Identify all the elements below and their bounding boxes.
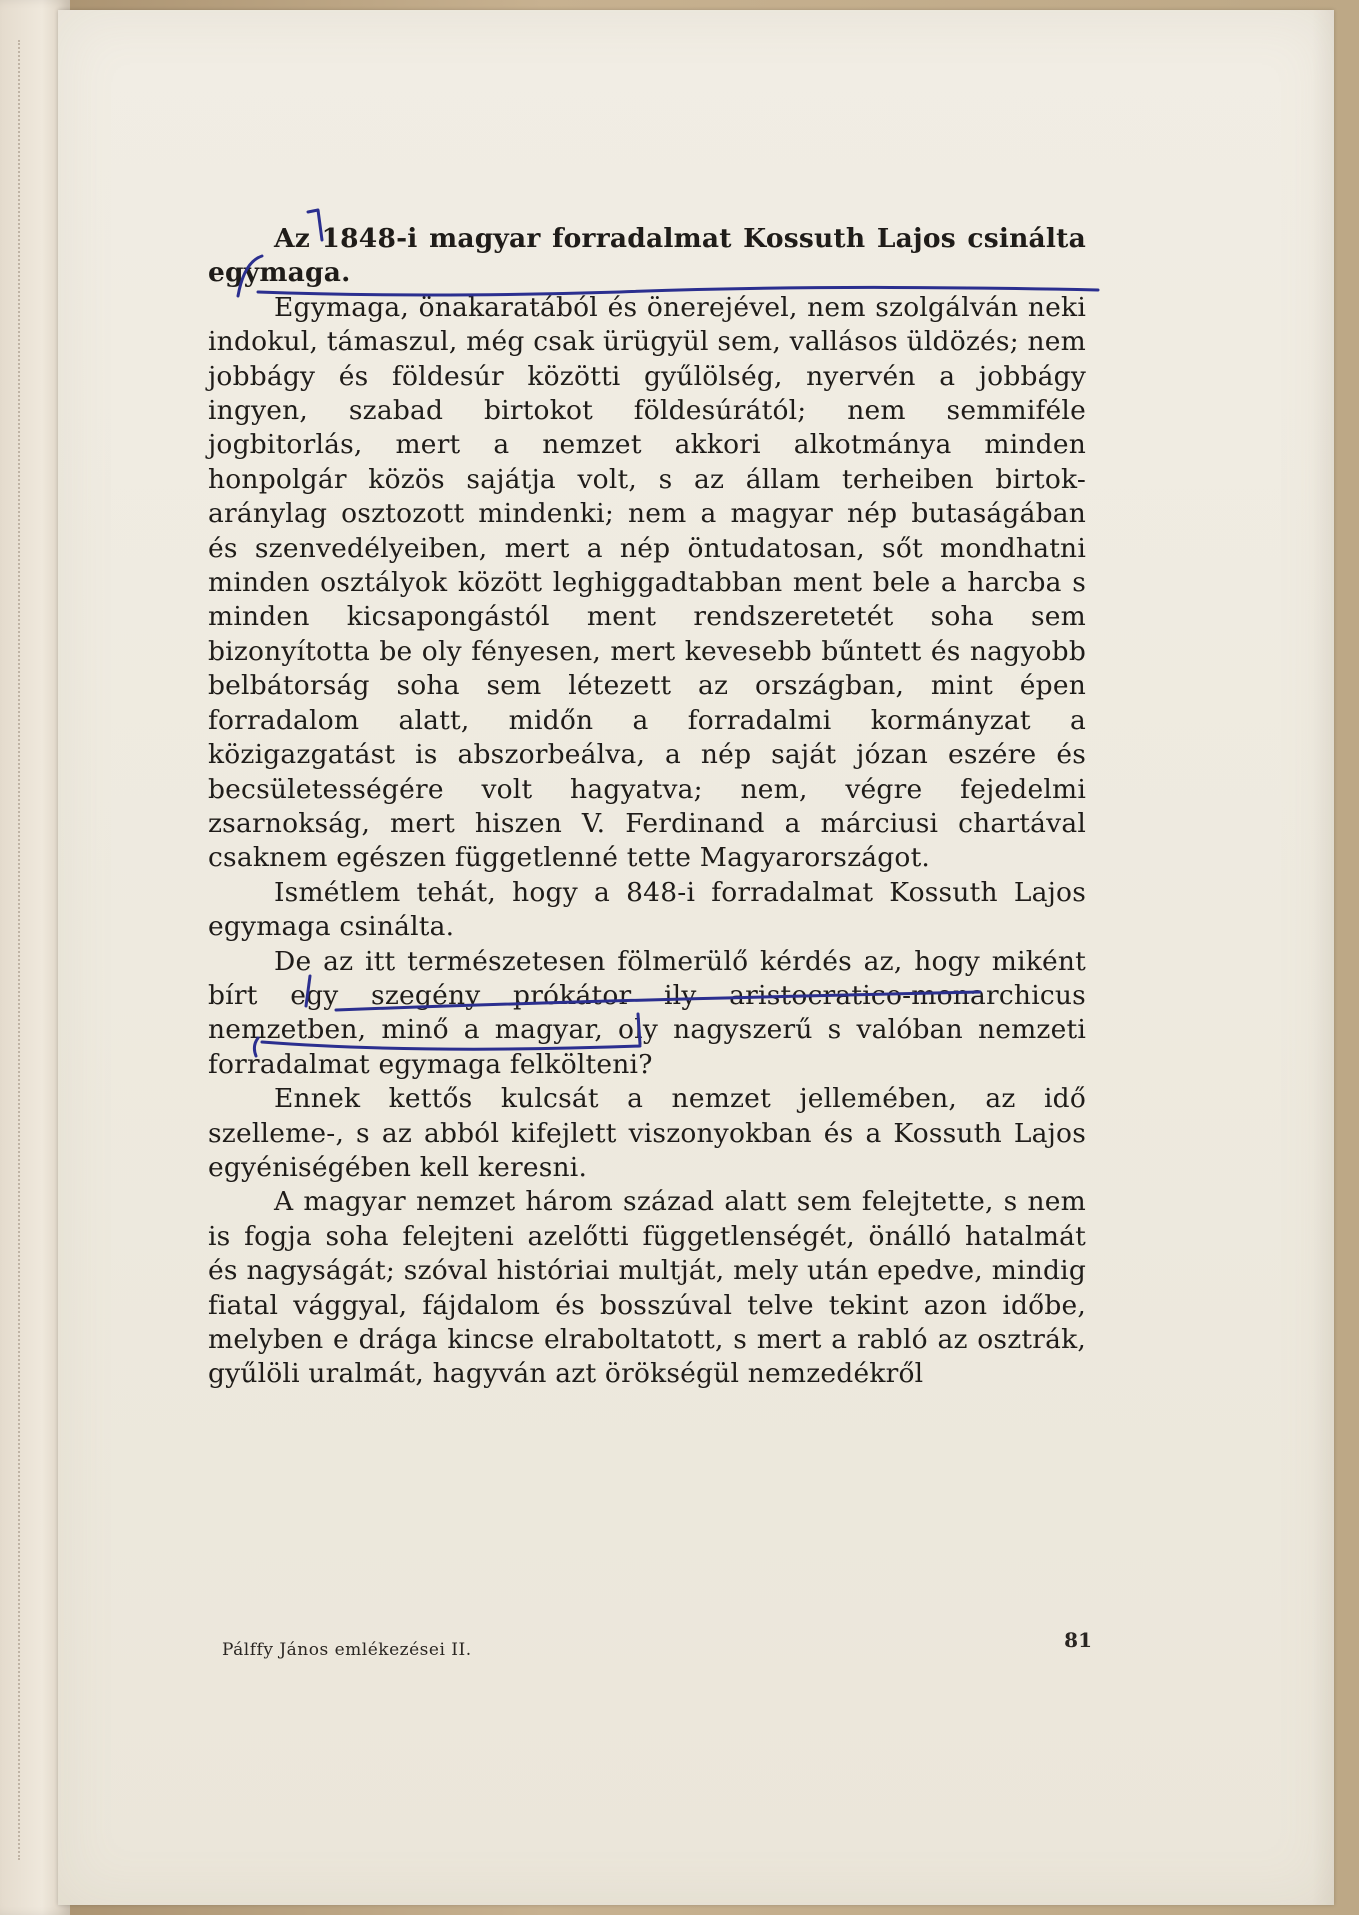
paragraph: Ennek kettős kulcsát a nemzet jellemében, az idő szelleme-, s az abból kifejlett viszonyokban és a Kossuth Lajos egyéniségében kell keresni.	[208, 1083, 1086, 1183]
paragraph: De az itt természetesen fölmerülő kérdés az, hogy miként bírt egy szegény prókátor ily aristocratico-monarchicus nemzetben, minő a magyar, oly nagyszerű s valóban nemzeti forradalmat egymaga felkölteni?	[208, 945, 1086, 1080]
binding-stitching	[18, 40, 30, 1860]
paragraph: A magyar nemzet három század alatt sem felejtette, s nem is fogja soha felejteni azelőtti függetlenségét, önálló hatalmát és nagyságát; szóval históriai multját, mely után epedve, mindig fiatal vággyal, fájdalom és bosszúval telve tekint azon időbe, melyben e drága kincse elraboltatott, s mert a rabló az osztrák, gyűlöli uralmát, hagyván azt örökségül nemzedékről	[208, 1186, 1086, 1390]
signature-line: Pálffy János emlékezései II.	[222, 1640, 472, 1660]
page-number: 81	[1064, 1628, 1092, 1652]
opening-statement: Az 1848-i magyar forradalmat Kossuth Lajos csinálta egymaga.	[208, 223, 1086, 289]
paragraph: Egymaga, önakaratából és önerejével, nem szolgálván neki indokul, támaszul, még csak ürügyül sem, vallásos üldözés; nem jobbágy és földesúr közötti gyűlölség, nyervén a jobbágy ingyen, szabad birtokot földesúrától; nem semmiféle jogbitorlás, mert a nemzet akkori alkotmánya minden honpolgár közös sajátja volt, s az állam terheiben birtok-aránylag osztozott mindenki; nem a magyar nép butaságában és szenvedélyeiben, mert a nép öntudatosan, sőt mondhatni minden osztályok között leghiggadtabban ment bele a harcba s minden kicsapongástól ment rendszeretetét soha sem bizonyította be oly fényesen, mert kevesebb bűntett és nagyobb belbátorság soha sem létezett az országban, mint épen forradalom alatt, midőn a forradalmi kormányzat a közigazgatást is abszorbeálva, a nép saját józan eszére és becsületességére volt hagyatva; nem, végre fejedelmi zsarnokság, mert hiszen V. Ferdinand a márciusi chartával csaknem egészen függetlenné tette Magyarországot.	[208, 291, 1086, 874]
page-footer	[222, 1628, 1092, 1668]
page-text	[208, 222, 1086, 1392]
repeated-statement: Ismétlem tehát, hogy a 848-i forradalmat Kossuth Lajos egymaga csinálta.	[208, 876, 1086, 943]
page-shadow	[1312, 10, 1334, 1905]
